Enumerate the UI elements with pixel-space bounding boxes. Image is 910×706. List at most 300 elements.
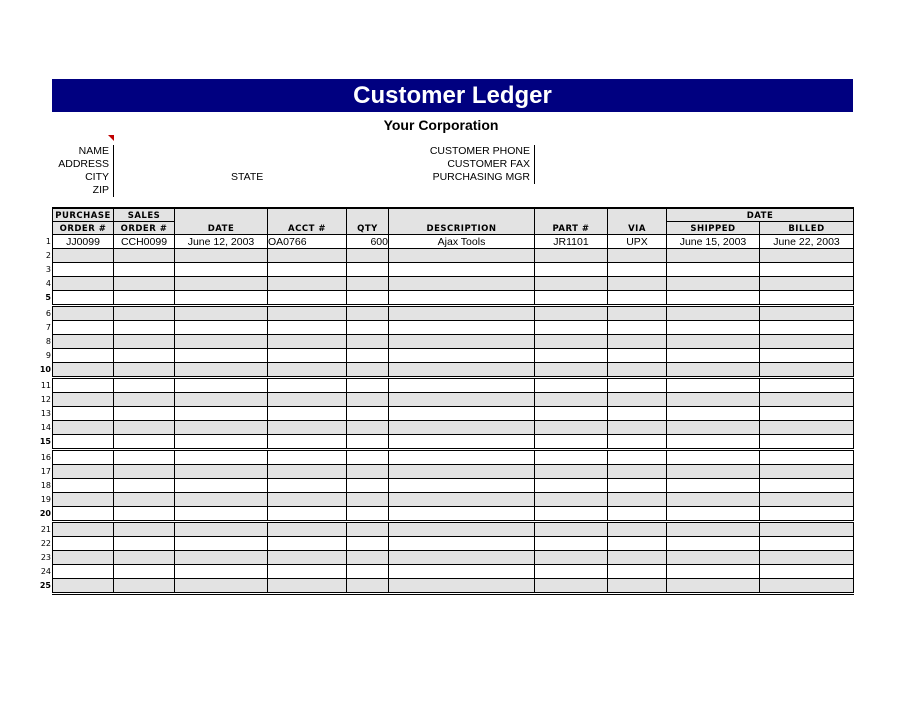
date-cell[interactable] [175, 349, 268, 363]
date-cell[interactable] [175, 507, 268, 522]
part-cell[interactable] [535, 465, 608, 479]
acct-cell[interactable] [268, 579, 347, 594]
date-cell[interactable] [175, 363, 268, 378]
header-purchase-order-bottom: ORDER # [53, 222, 114, 235]
shipped-cell[interactable] [667, 522, 760, 537]
via-cell[interactable] [608, 493, 667, 507]
purchase-order-cell[interactable] [53, 321, 114, 335]
shipped-cell[interactable] [667, 335, 760, 349]
qty-cell[interactable] [347, 507, 389, 522]
table-row [53, 249, 854, 263]
part-cell[interactable] [535, 565, 608, 579]
acct-cell[interactable] [268, 277, 347, 291]
shipped-cell[interactable] [667, 537, 760, 551]
via-cell[interactable] [608, 579, 667, 594]
part-cell[interactable] [535, 551, 608, 565]
row-number: 16 [40, 453, 51, 462]
date-cell[interactable] [175, 321, 268, 335]
part-cell[interactable] [535, 306, 608, 321]
purchase-order-cell[interactable] [53, 522, 114, 537]
via-cell[interactable] [608, 393, 667, 407]
shipped-cell[interactable] [667, 407, 760, 421]
description-cell[interactable] [389, 363, 535, 378]
sales-order-cell[interactable] [114, 378, 175, 393]
date-cell[interactable] [175, 579, 268, 594]
billed-cell[interactable] [760, 321, 854, 335]
sales-order-cell[interactable] [114, 579, 175, 594]
qty-cell[interactable] [347, 493, 389, 507]
description-cell[interactable] [389, 349, 535, 363]
description-cell[interactable] [389, 450, 535, 465]
sales-order-cell[interactable] [114, 537, 175, 551]
via-cell[interactable]: UPX [608, 235, 667, 249]
qty-cell[interactable] [347, 321, 389, 335]
part-cell[interactable] [535, 393, 608, 407]
billed-cell[interactable] [760, 407, 854, 421]
part-cell[interactable] [535, 493, 608, 507]
qty-cell[interactable] [347, 363, 389, 378]
purchase-order-cell[interactable] [53, 277, 114, 291]
qty-cell[interactable] [347, 407, 389, 421]
date-cell[interactable] [175, 335, 268, 349]
billed-cell[interactable] [760, 522, 854, 537]
date-cell[interactable]: June 12, 2003 [175, 235, 268, 249]
acct-cell[interactable] [268, 450, 347, 465]
part-cell[interactable] [535, 249, 608, 263]
via-cell[interactable] [608, 349, 667, 363]
sales-order-cell[interactable] [114, 522, 175, 537]
billed-cell[interactable] [760, 551, 854, 565]
date-cell[interactable] [175, 479, 268, 493]
purchase-order-cell[interactable] [53, 249, 114, 263]
acct-cell[interactable] [268, 291, 347, 306]
shipped-cell[interactable] [667, 277, 760, 291]
company-name[interactable]: Your Corporation [383, 117, 499, 133]
part-cell[interactable] [535, 335, 608, 349]
table-row [53, 393, 854, 407]
customer-phone-label: CUSTOMER PHONE [429, 145, 530, 157]
billed-cell[interactable] [760, 507, 854, 522]
header-sales-order-top: SALES [114, 208, 175, 222]
description-cell[interactable] [389, 537, 535, 551]
via-cell[interactable] [608, 378, 667, 393]
acct-cell[interactable] [268, 378, 347, 393]
description-cell[interactable]: Ajax Tools [389, 235, 535, 249]
purchase-order-cell[interactable] [53, 263, 114, 277]
part-cell[interactable] [535, 450, 608, 465]
table-row [53, 421, 854, 435]
row-number: 13 [40, 409, 51, 418]
acct-cell[interactable]: OA0766 [268, 235, 347, 249]
acct-cell[interactable] [268, 263, 347, 277]
table-row [53, 263, 854, 277]
billed-cell[interactable] [760, 363, 854, 378]
via-cell[interactable] [608, 421, 667, 435]
via-cell[interactable] [608, 435, 667, 450]
acct-cell[interactable] [268, 507, 347, 522]
shipped-cell[interactable] [667, 291, 760, 306]
acct-cell[interactable] [268, 393, 347, 407]
sales-order-cell[interactable] [114, 249, 175, 263]
description-cell[interactable] [389, 277, 535, 291]
qty-cell[interactable] [347, 277, 389, 291]
part-cell[interactable] [535, 507, 608, 522]
billed-cell[interactable] [760, 393, 854, 407]
row-number: 10 [39, 365, 51, 374]
billed-cell[interactable] [760, 493, 854, 507]
description-cell[interactable] [389, 507, 535, 522]
sales-order-cell[interactable] [114, 450, 175, 465]
billed-cell[interactable] [760, 291, 854, 306]
shipped-cell[interactable] [667, 321, 760, 335]
shipped-cell[interactable] [667, 479, 760, 493]
acct-cell[interactable] [268, 249, 347, 263]
part-cell[interactable] [535, 407, 608, 421]
title-banner [52, 79, 853, 112]
qty-cell[interactable] [347, 579, 389, 594]
billed-cell[interactable] [760, 263, 854, 277]
purchase-order-cell[interactable] [53, 551, 114, 565]
shipped-cell[interactable] [667, 551, 760, 565]
via-cell[interactable] [608, 507, 667, 522]
description-cell[interactable] [389, 465, 535, 479]
shipped-cell[interactable] [667, 421, 760, 435]
part-cell[interactable] [535, 579, 608, 594]
acct-cell[interactable] [268, 435, 347, 450]
description-cell[interactable] [389, 579, 535, 594]
part-cell[interactable] [535, 537, 608, 551]
description-cell[interactable] [389, 479, 535, 493]
shipped-cell[interactable] [667, 435, 760, 450]
shipped-cell[interactable] [667, 349, 760, 363]
description-cell[interactable] [389, 493, 535, 507]
shipped-cell[interactable] [667, 565, 760, 579]
description-cell[interactable] [389, 378, 535, 393]
purchase-order-cell[interactable] [53, 435, 114, 450]
via-cell[interactable] [608, 249, 667, 263]
purchase-order-cell[interactable] [53, 291, 114, 306]
via-cell[interactable] [608, 479, 667, 493]
purchase-order-cell[interactable] [53, 565, 114, 579]
date-cell[interactable] [175, 522, 268, 537]
billed-cell[interactable] [760, 349, 854, 363]
billed-cell[interactable] [760, 435, 854, 450]
part-cell[interactable] [535, 321, 608, 335]
qty-cell[interactable] [347, 335, 389, 349]
qty-cell[interactable] [347, 565, 389, 579]
state-label: STATE [231, 171, 264, 183]
header-qty: QTY [347, 208, 389, 235]
zip-label: ZIP [92, 184, 109, 196]
shipped-cell[interactable] [667, 450, 760, 465]
row-number: 25 [39, 581, 51, 590]
date-cell[interactable] [175, 378, 268, 393]
date-cell[interactable] [175, 450, 268, 465]
header-sales-order-bottom: ORDER # [114, 222, 175, 235]
sales-order-cell[interactable] [114, 349, 175, 363]
part-cell[interactable] [535, 378, 608, 393]
date-cell[interactable] [175, 393, 268, 407]
qty-cell[interactable] [347, 393, 389, 407]
purchase-order-cell[interactable] [53, 493, 114, 507]
via-cell[interactable] [608, 291, 667, 306]
date-cell[interactable] [175, 435, 268, 450]
shipped-cell[interactable] [667, 378, 760, 393]
description-cell[interactable] [389, 407, 535, 421]
purchase-order-cell[interactable] [53, 306, 114, 321]
purchase-order-cell[interactable] [53, 537, 114, 551]
row-number: 1 [45, 237, 51, 246]
qty-cell[interactable] [347, 551, 389, 565]
via-cell[interactable] [608, 363, 667, 378]
description-cell[interactable] [389, 435, 535, 450]
table-row [53, 450, 854, 465]
billed-cell[interactable] [760, 537, 854, 551]
customer-fax-label: CUSTOMER FAX [447, 158, 530, 170]
shipped-cell[interactable] [667, 579, 760, 594]
table-row [53, 565, 854, 579]
row-number: 20 [39, 509, 51, 518]
acct-cell[interactable] [268, 493, 347, 507]
date-cell[interactable] [175, 291, 268, 306]
purchase-order-cell[interactable] [53, 335, 114, 349]
qty-cell[interactable] [347, 421, 389, 435]
sales-order-cell[interactable] [114, 407, 175, 421]
sales-order-cell[interactable] [114, 435, 175, 450]
via-cell[interactable] [608, 407, 667, 421]
part-cell[interactable] [535, 363, 608, 378]
shipped-cell[interactable] [667, 465, 760, 479]
description-cell[interactable] [389, 393, 535, 407]
description-cell[interactable] [389, 421, 535, 435]
date-cell[interactable] [175, 249, 268, 263]
shipped-cell[interactable] [667, 363, 760, 378]
part-cell[interactable] [535, 421, 608, 435]
sales-order-cell[interactable] [114, 363, 175, 378]
sales-order-cell[interactable] [114, 263, 175, 277]
date-cell[interactable] [175, 493, 268, 507]
date-cell[interactable] [175, 277, 268, 291]
customer-info-right [400, 145, 535, 184]
sales-order-cell[interactable] [114, 393, 175, 407]
via-cell[interactable] [608, 306, 667, 321]
date-cell[interactable] [175, 465, 268, 479]
via-cell[interactable] [608, 522, 667, 537]
part-cell[interactable] [535, 479, 608, 493]
purchase-order-cell[interactable] [53, 421, 114, 435]
acct-cell[interactable] [268, 321, 347, 335]
billed-cell[interactable] [760, 565, 854, 579]
shipped-cell[interactable] [667, 249, 760, 263]
row-number: 18 [40, 481, 51, 490]
header-via: VIA [608, 208, 667, 235]
shipped-cell[interactable] [667, 507, 760, 522]
date-cell[interactable] [175, 263, 268, 277]
via-cell[interactable] [608, 263, 667, 277]
acct-cell[interactable] [268, 522, 347, 537]
qty-cell[interactable] [347, 263, 389, 277]
description-cell[interactable] [389, 321, 535, 335]
date-cell[interactable] [175, 551, 268, 565]
purchase-order-cell[interactable] [53, 450, 114, 465]
qty-cell[interactable] [347, 378, 389, 393]
shipped-cell[interactable] [667, 263, 760, 277]
part-cell[interactable] [535, 277, 608, 291]
row-number: 6 [45, 309, 51, 318]
description-cell[interactable] [389, 249, 535, 263]
header-date: DATE [175, 208, 268, 235]
part-cell[interactable] [535, 291, 608, 306]
description-cell[interactable] [389, 291, 535, 306]
acct-cell[interactable] [268, 537, 347, 551]
shipped-cell[interactable] [667, 493, 760, 507]
sales-order-cell[interactable] [114, 291, 175, 306]
shipped-cell[interactable]: June 15, 2003 [667, 235, 760, 249]
via-cell[interactable] [608, 335, 667, 349]
acct-cell[interactable] [268, 306, 347, 321]
description-cell[interactable] [389, 263, 535, 277]
date-cell[interactable] [175, 306, 268, 321]
purchase-order-cell[interactable] [53, 363, 114, 378]
acct-cell[interactable] [268, 565, 347, 579]
purchase-order-cell[interactable] [53, 407, 114, 421]
sales-order-cell[interactable] [114, 551, 175, 565]
billed-cell[interactable] [760, 277, 854, 291]
header-purchase-order-top: PURCHASE [53, 208, 114, 222]
qty-cell[interactable] [347, 537, 389, 551]
acct-cell[interactable] [268, 551, 347, 565]
billed-cell[interactable] [760, 479, 854, 493]
row-number: 3 [45, 265, 51, 274]
part-cell[interactable] [535, 349, 608, 363]
sales-order-cell[interactable] [114, 306, 175, 321]
acct-cell[interactable] [268, 335, 347, 349]
purchase-order-cell[interactable] [53, 479, 114, 493]
table-row [53, 306, 854, 321]
sales-order-cell[interactable] [114, 479, 175, 493]
acct-cell[interactable] [268, 407, 347, 421]
table-row [53, 465, 854, 479]
purchase-order-cell[interactable] [53, 579, 114, 594]
date-cell[interactable] [175, 407, 268, 421]
description-cell[interactable] [389, 522, 535, 537]
purchase-order-cell[interactable] [53, 465, 114, 479]
sales-order-cell[interactable] [114, 277, 175, 291]
part-cell[interactable] [535, 522, 608, 537]
via-cell[interactable] [608, 465, 667, 479]
description-cell[interactable] [389, 335, 535, 349]
row-number: 9 [45, 351, 51, 360]
billed-cell[interactable] [760, 579, 854, 594]
billed-cell[interactable] [760, 306, 854, 321]
row-number: 5 [45, 293, 51, 302]
purchase-order-cell[interactable]: JJ0099 [53, 235, 114, 249]
table-row [53, 493, 854, 507]
via-cell[interactable] [608, 537, 667, 551]
header-part: PART # [535, 208, 608, 235]
shipped-cell[interactable] [667, 306, 760, 321]
purchase-order-cell[interactable] [53, 393, 114, 407]
qty-cell[interactable] [347, 291, 389, 306]
qty-cell[interactable] [347, 450, 389, 465]
row-number: 4 [45, 279, 51, 288]
sales-order-cell[interactable] [114, 421, 175, 435]
description-cell[interactable] [389, 565, 535, 579]
table-row [53, 277, 854, 291]
qty-cell[interactable] [347, 249, 389, 263]
qty-cell[interactable] [347, 349, 389, 363]
header-billed: BILLED [760, 222, 854, 235]
purchase-order-cell[interactable] [53, 507, 114, 522]
shipped-cell[interactable] [667, 393, 760, 407]
header-description: DESCRIPTION [389, 208, 535, 235]
qty-cell[interactable] [347, 522, 389, 537]
via-cell[interactable] [608, 277, 667, 291]
table-row [53, 335, 854, 349]
customer-info-left [52, 145, 114, 197]
qty-cell[interactable] [347, 435, 389, 450]
sales-order-cell[interactable] [114, 465, 175, 479]
sales-order-cell[interactable]: CCH0099 [114, 235, 175, 249]
acct-cell[interactable] [268, 465, 347, 479]
table-row [53, 321, 854, 335]
header-acct: ACCT # [268, 208, 347, 235]
date-cell[interactable] [175, 537, 268, 551]
row-number: 8 [45, 337, 51, 346]
part-cell[interactable] [535, 263, 608, 277]
sales-order-cell[interactable] [114, 507, 175, 522]
part-cell[interactable]: JR1101 [535, 235, 608, 249]
billed-cell[interactable] [760, 465, 854, 479]
billed-cell[interactable] [760, 335, 854, 349]
purchase-order-cell[interactable] [53, 349, 114, 363]
qty-cell[interactable] [347, 465, 389, 479]
sales-order-cell[interactable] [114, 335, 175, 349]
via-cell[interactable] [608, 450, 667, 465]
part-cell[interactable] [535, 435, 608, 450]
qty-cell[interactable] [347, 479, 389, 493]
via-cell[interactable] [608, 565, 667, 579]
billed-cell[interactable] [760, 450, 854, 465]
billed-cell[interactable] [760, 249, 854, 263]
billed-cell[interactable] [760, 421, 854, 435]
date-cell[interactable] [175, 565, 268, 579]
billed-cell[interactable] [760, 378, 854, 393]
via-cell[interactable] [608, 321, 667, 335]
sales-order-cell[interactable] [114, 493, 175, 507]
acct-cell[interactable] [268, 349, 347, 363]
row-numbers [36, 235, 52, 595]
via-cell[interactable] [608, 551, 667, 565]
description-cell[interactable] [389, 306, 535, 321]
sales-order-cell[interactable] [114, 321, 175, 335]
description-cell[interactable] [389, 551, 535, 565]
qty-cell[interactable] [347, 306, 389, 321]
purchase-order-cell[interactable] [53, 378, 114, 393]
acct-cell[interactable] [268, 479, 347, 493]
sales-order-cell[interactable] [114, 565, 175, 579]
qty-cell[interactable]: 600 [347, 235, 389, 249]
acct-cell[interactable] [268, 421, 347, 435]
date-cell[interactable] [175, 421, 268, 435]
acct-cell[interactable] [268, 363, 347, 378]
billed-cell[interactable]: June 22, 2003 [760, 235, 854, 249]
purchasing-mgr-label: PURCHASING MGR [432, 171, 530, 183]
address-label: ADDRESS [58, 158, 109, 170]
row-number: 23 [40, 553, 51, 562]
row-number: 14 [40, 423, 51, 432]
comment-indicator-icon[interactable] [108, 135, 114, 141]
